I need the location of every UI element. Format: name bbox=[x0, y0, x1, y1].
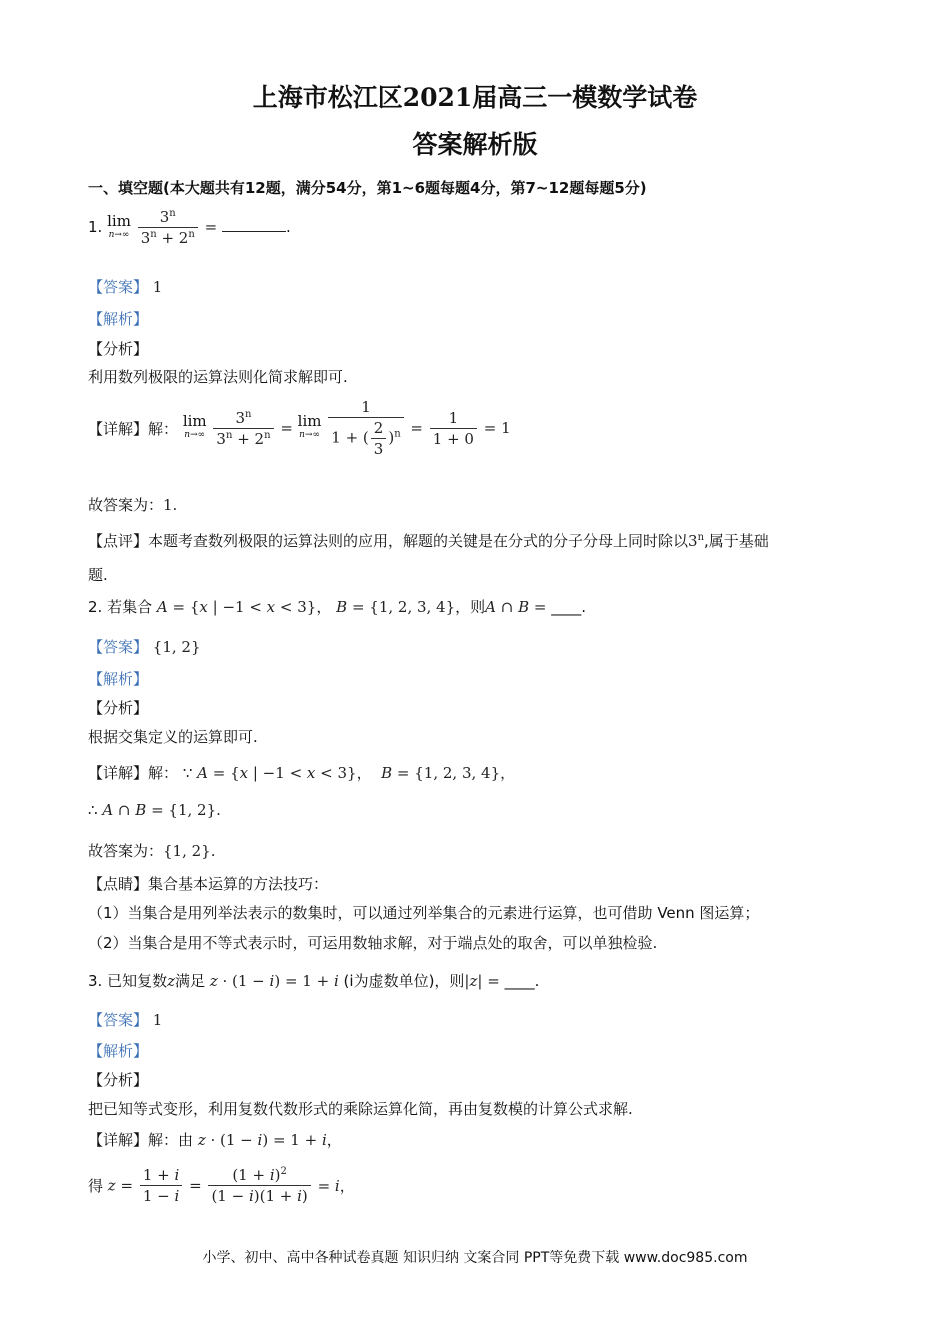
page-subtitle: 答案解析版 bbox=[412, 130, 538, 159]
q2-conclusion: 故答案为：{1, 2}. bbox=[88, 842, 216, 860]
q1-number: 1. bbox=[88, 218, 103, 236]
q1-xiangjie: 【详解】解： lim n→∞ $\frac{3^n}{3^n + 2^n}$ = lim n→∞ 1 1 + ( $\frac{2}{3}$ )$^n$ = $\frac{1}{1 + 0}$ = 1 bbox=[88, 398, 511, 458]
q1-jiexi-tag: 【解析】 bbox=[88, 310, 149, 328]
section-heading: 一、填空题(本大题共有12题，满分54分，第1~6题每题4分，第7~12题每题5分) bbox=[88, 179, 647, 197]
q1-fenxi: 利用数列极限的运算法则化简求解即可. bbox=[88, 368, 348, 386]
q2-dianjing: 【点睛】集合基本运算的方法技巧： bbox=[88, 875, 329, 893]
q2-xiangjie: 【详解】解： ∵ A = {x | −1 < x < 3}， B = {1, 2, 3, 4}， bbox=[88, 764, 516, 782]
footer-text: 小学、初中、高中各种试卷真题 知识归纳 文案合同 PPT等免费下载 www.doc985.com bbox=[202, 1250, 748, 1266]
q1-stem: 1. lim n→∞ $\frac{3^n}{3^n + 2^n}$ = . bbox=[88, 208, 291, 247]
q1-conclusion: 故答案为：1. bbox=[88, 496, 178, 514]
q2-tip1: （1）当集合是用列举法表示的数集时，可以通过列举集合的元素进行运算，也可借助 Venn 图运算； bbox=[88, 904, 760, 922]
page-title: 上海市松江区2021届高三一模数学试卷 bbox=[252, 83, 698, 112]
q1-dianping-cont: 题. bbox=[88, 566, 108, 584]
q1-dianping: 【点评】本题考查数列极限的运算法则的应用，解题的关键是在分式的分子分母上同时除以3$^n$,属于基础 bbox=[88, 532, 769, 550]
q2-fenxi: 根据交集定义的运算即可. bbox=[88, 728, 258, 746]
q1-answer-blank bbox=[222, 231, 286, 232]
q3-xiangjie: 【详解】解：由 z · (1 − i) = 1 + i， bbox=[88, 1131, 342, 1149]
q1-fraction: $\frac{3^n}{3^n + 2^n}$ bbox=[138, 208, 198, 247]
q2-stem: 2. 若集合 A = {x | −1 < x < 3}， B = {1, 2, 3, 4}，则A ∩ B = ____. bbox=[88, 598, 587, 616]
q3-answer: 【答案】 1 bbox=[88, 1011, 163, 1029]
q2-step2: ∴ A ∩ B = {1, 2}. bbox=[88, 801, 221, 819]
q3-fenxi-tag: 【分析】 bbox=[88, 1071, 149, 1089]
q2-tip2: （2）当集合是用不等式表示时，可运用数轴求解，对于端点处的取舍，可以单独检验. bbox=[88, 934, 658, 952]
q2-jiexi-tag: 【解析】 bbox=[88, 670, 149, 688]
q1-limit: lim n→∞ bbox=[107, 211, 131, 240]
q2-answer: 【答案】 {1, 2} bbox=[88, 638, 201, 656]
q2-fenxi-tag: 【分析】 bbox=[88, 699, 149, 717]
q3-jiexi-tag: 【解析】 bbox=[88, 1042, 149, 1060]
q3-fenxi: 把已知等式变形，利用复数代数形式的乘除运算化简，再由复数模的计算公式求解. bbox=[88, 1100, 633, 1118]
q1-answer: 【答案】 1 bbox=[88, 278, 163, 296]
q3-step2: 得 z = $\frac{1 + i}{1 - i}$ = $\frac{(1 + i)^2}{(1 - i)(1 + i)}$ = i， bbox=[88, 1166, 355, 1205]
q1-fenxi-tag: 【分析】 bbox=[88, 340, 149, 358]
q3-stem: 3. 已知复数z满足 z · (1 − i) = 1 + i (i为虚数单位)，则|z| = ____. bbox=[88, 972, 540, 990]
